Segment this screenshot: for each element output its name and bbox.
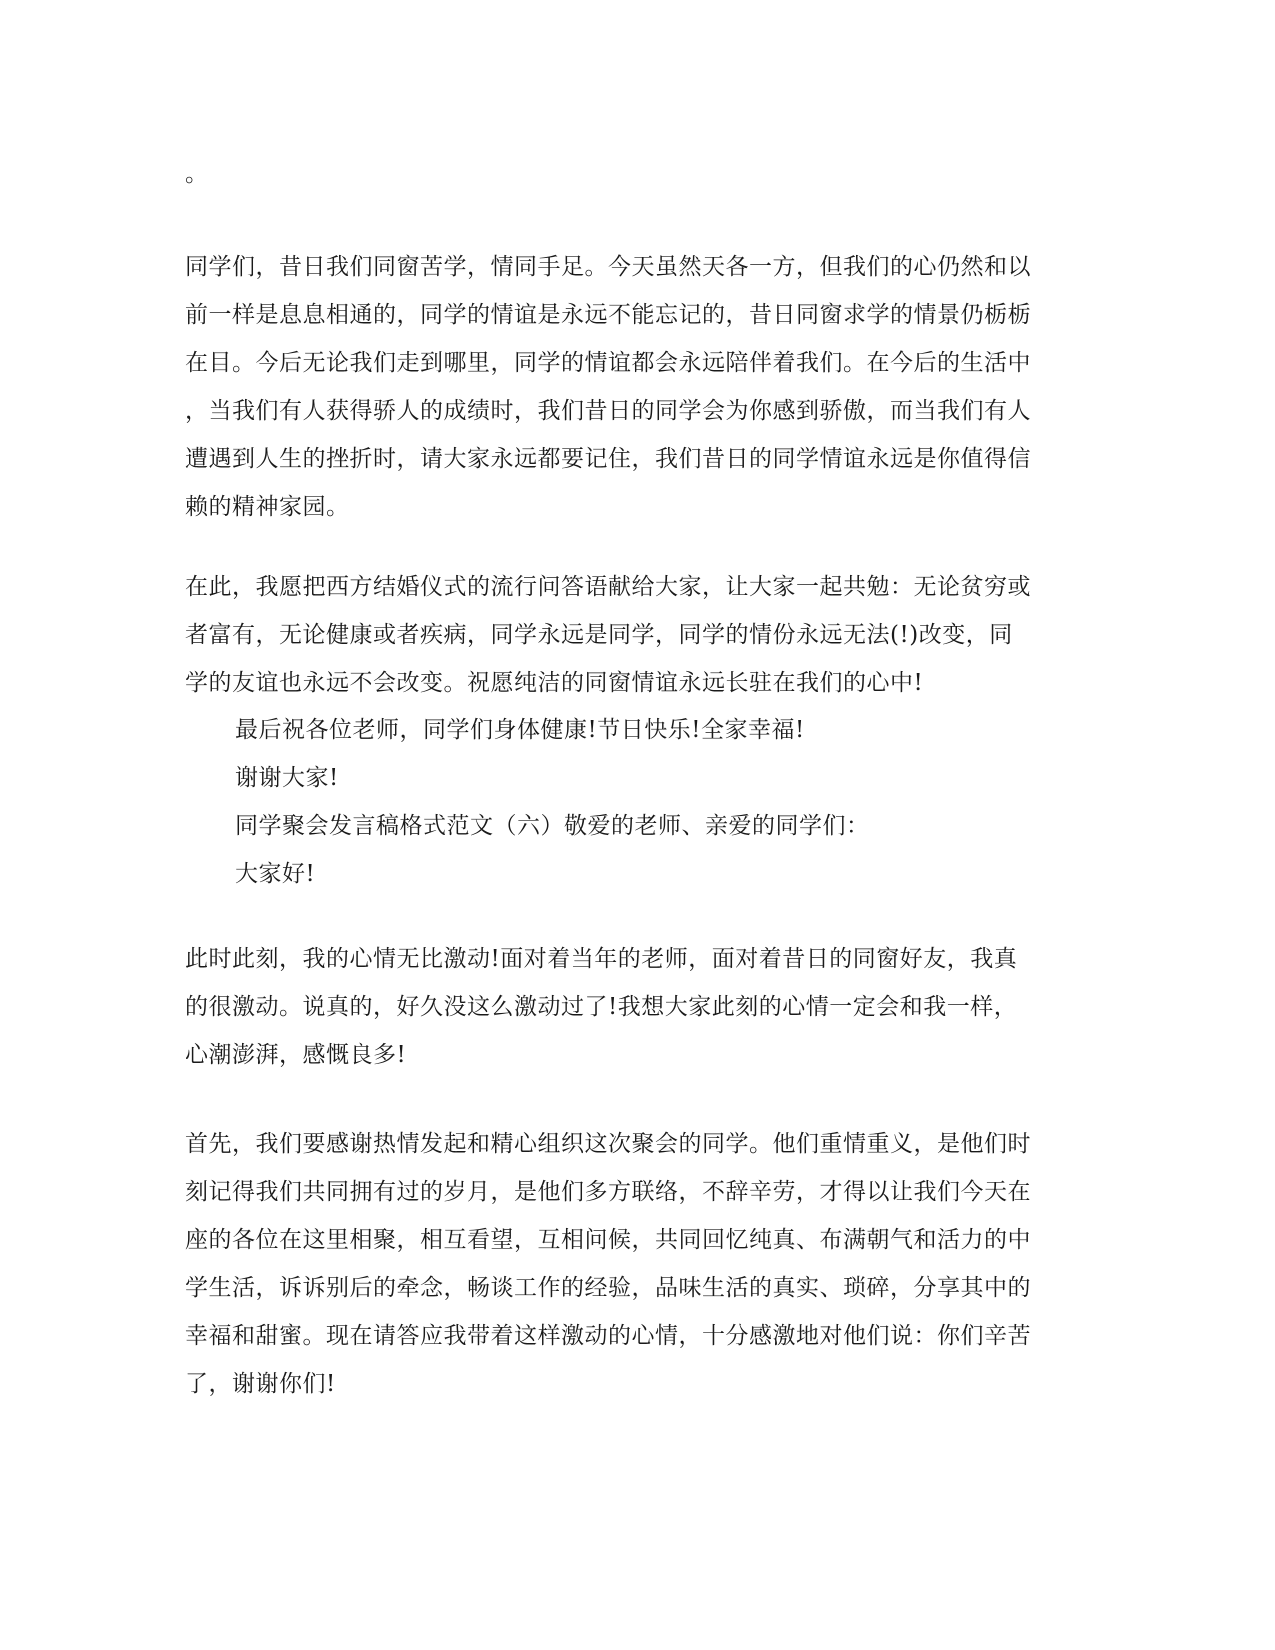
paragraph-line: ，当我们有人获得骄人的成绩时，我们昔日的同学会为你感到骄傲，而当我们有人 xyxy=(185,398,1031,424)
paragraph-line: 刻记得我们共同拥有过的岁月，是他们多方联络，不辞辛劳，才得以让我们今天在 xyxy=(185,1179,1031,1205)
paragraph-line: 在目。今后无论我们走到哪里，同学的情谊都会永远陪伴着我们。在今后的生活中 xyxy=(185,350,1031,376)
paragraph-line: 学的友谊也永远不会改变。祝愿纯洁的同窗情谊永远长驻在我们的心中! xyxy=(185,670,924,696)
paragraph-line: 此时此刻，我的心情无比激动!面对着当年的老师，面对着昔日的同窗好友，我真 xyxy=(185,946,1018,972)
paragraph-line: 座的各位在这里相聚，相互看望，互相问候，共同回忆纯真、布满朝气和活力的中 xyxy=(185,1227,1031,1253)
paragraph-line: 遭遇到人生的挫折时，请大家永远都要记住，我们昔日的同学情谊永远是你值得信 xyxy=(185,446,1031,472)
paragraph-line: 赖的精神家园。 xyxy=(185,494,350,520)
paragraph-line: 的很激动。说真的，好久没这么激动过了!我想大家此刻的心情一定会和我一样， xyxy=(185,994,1018,1020)
paragraph-line: 首先，我们要感谢热情发起和精心组织这次聚会的同学。他们重情重义，是他们时 xyxy=(185,1131,1031,1157)
paragraph-2 xyxy=(185,563,1085,707)
thanks-line: 谢谢大家! xyxy=(235,765,339,791)
paragraph-line: 者富有，无论健康或者疾病，同学永远是同学，同学的情份永远无法(!)改变，同 xyxy=(185,622,1013,648)
section-heading-line: 同学聚会发言稿格式范文（六）敬爱的老师、亲爱的同学们： xyxy=(235,813,870,839)
paragraph-line: 心潮澎湃，感慨良多! xyxy=(185,1042,407,1068)
paragraph-line: 同学们，昔日我们同窗苦学，情同手足。今天虽然天各一方，但我们的心仍然和以 xyxy=(185,254,1031,280)
closing-wishes-line: 最后祝各位老师，同学们身体健康!节日快乐!全家幸福! xyxy=(235,717,805,743)
paragraph-line: 在此，我愿把西方结婚仪式的流行问答语献给大家，让大家一起共勉：无论贫穷或 xyxy=(185,574,1031,600)
lead-mark-block xyxy=(185,150,1085,198)
paragraph-4 xyxy=(185,1120,1085,1408)
paragraph-1 xyxy=(185,243,1085,531)
paragraph-line: 了，谢谢你们! xyxy=(185,1371,336,1397)
paragraph-line: 幸福和甜蜜。现在请答应我带着这样激动的心情，十分感激地对他们说：你们辛苦 xyxy=(185,1323,1031,1349)
paragraph-3 xyxy=(185,935,1085,1079)
paragraph-line: 学生活，诉诉别后的牵念，畅谈工作的经验，品味生活的真实、琐碎，分享其中的 xyxy=(185,1275,1031,1301)
paragraph-line: 前一样是息息相通的，同学的情谊是永远不能忘记的，昔日同窗求学的情景仍栃栃 xyxy=(185,302,1031,328)
greeting-line: 大家好! xyxy=(235,861,316,887)
lead-mark: 。 xyxy=(185,161,209,187)
indented-lines xyxy=(185,706,1135,898)
